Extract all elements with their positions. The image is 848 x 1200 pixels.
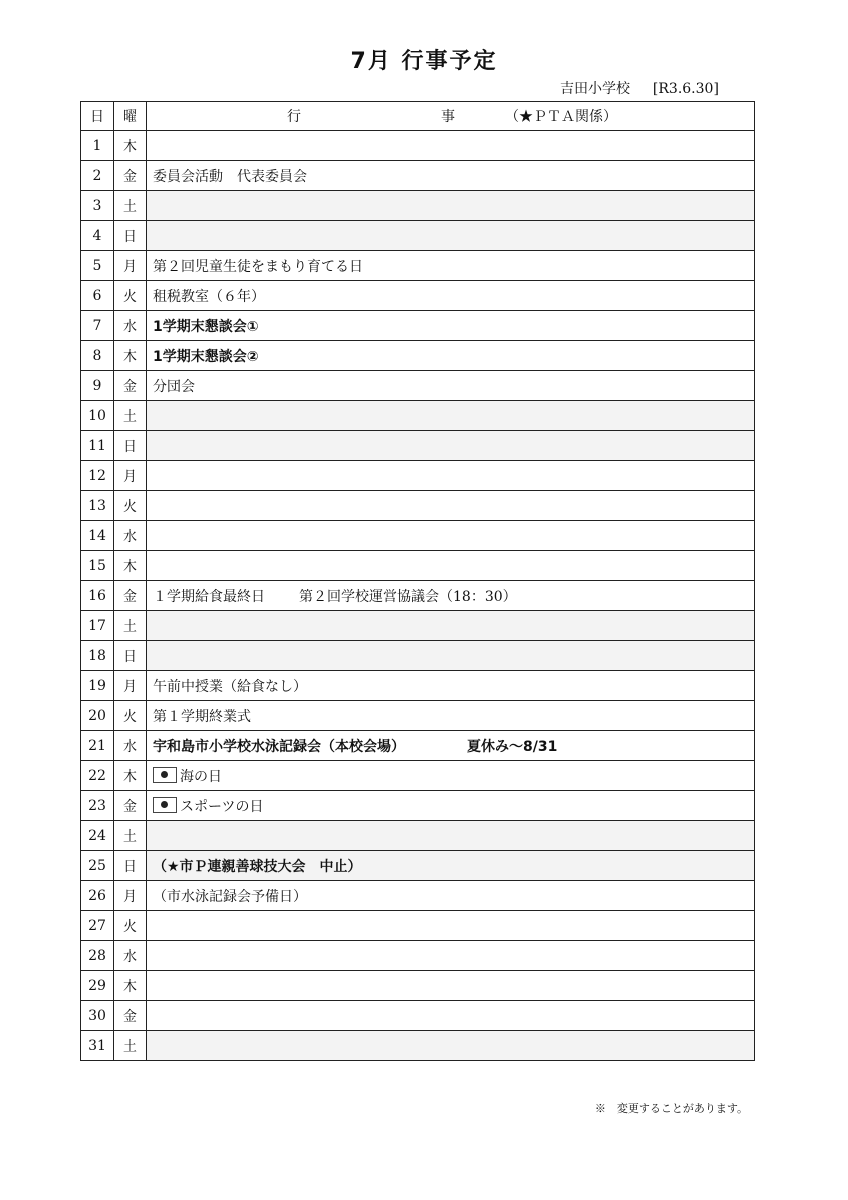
- row-weekday: 月: [114, 881, 147, 911]
- row-event: [147, 701, 755, 731]
- row-event: [147, 371, 755, 401]
- row-day: 19: [81, 671, 114, 701]
- row-weekday: 金: [114, 581, 147, 611]
- header-day: 日: [81, 102, 114, 131]
- row-day: 1: [81, 131, 114, 161]
- table-row: [81, 131, 755, 161]
- header-event-note: （★ＰＴＡ関係）: [505, 109, 617, 125]
- row-event: [147, 521, 755, 551]
- row-day: 16: [81, 581, 114, 611]
- row-day: 9: [81, 371, 114, 401]
- issue-date: [R3.6.30]: [652, 81, 719, 97]
- row-weekday: 土: [114, 191, 147, 221]
- row-event: [147, 431, 755, 461]
- row-event: [147, 821, 755, 851]
- row-weekday: 日: [114, 641, 147, 671]
- event-text: （市水泳記録会予備日）: [153, 888, 307, 905]
- header-event: [147, 102, 755, 131]
- row-event: [147, 1031, 755, 1061]
- page-title: 7月 行事予定: [350, 49, 498, 74]
- table-row: [81, 431, 755, 461]
- row-event: [147, 161, 755, 191]
- row-weekday: 木: [114, 341, 147, 371]
- row-weekday: 水: [114, 941, 147, 971]
- row-weekday: 木: [114, 761, 147, 791]
- table-row: [81, 491, 755, 521]
- event-text-secondary: 第２回学校運営協議会（18：30）: [299, 588, 517, 605]
- row-weekday: 水: [114, 521, 147, 551]
- event-text: 第１学期終業式: [153, 708, 251, 725]
- row-day: 29: [81, 971, 114, 1001]
- event-text: 第２回児童生徒をまもり育てる日: [153, 258, 363, 275]
- event-text: 分団会: [153, 378, 195, 395]
- row-event: [147, 671, 755, 701]
- table-row: [81, 581, 755, 611]
- table-row: [81, 371, 755, 401]
- table-row: [81, 281, 755, 311]
- table-row: [81, 671, 755, 701]
- row-weekday: 金: [114, 791, 147, 821]
- row-weekday: 木: [114, 551, 147, 581]
- row-day: 23: [81, 791, 114, 821]
- table-row: [81, 551, 755, 581]
- table-row: [81, 521, 755, 551]
- row-event: [147, 191, 755, 221]
- header-event-a: 行: [287, 109, 301, 125]
- event-text: （★市Ｐ連親善球技大会 中止）: [153, 858, 362, 875]
- row-day: 24: [81, 821, 114, 851]
- row-weekday: 土: [114, 1031, 147, 1061]
- row-event: [147, 281, 755, 311]
- row-event: [147, 1001, 755, 1031]
- row-day: 12: [81, 461, 114, 491]
- table-row: [81, 971, 755, 1001]
- row-weekday: 水: [114, 311, 147, 341]
- row-weekday: 火: [114, 911, 147, 941]
- row-event: [147, 761, 755, 791]
- table-row: [81, 641, 755, 671]
- event-text: 海の日: [180, 768, 222, 785]
- row-day: 13: [81, 491, 114, 521]
- row-weekday: 日: [114, 851, 147, 881]
- row-day: 10: [81, 401, 114, 431]
- table-row: [81, 881, 755, 911]
- school-name: 吉田小学校: [560, 81, 630, 97]
- row-day: 25: [81, 851, 114, 881]
- table-row: [81, 251, 755, 281]
- row-event: [147, 401, 755, 431]
- row-day: 18: [81, 641, 114, 671]
- row-weekday: 月: [114, 461, 147, 491]
- table-row: [81, 1001, 755, 1031]
- row-day: 6: [81, 281, 114, 311]
- row-day: 11: [81, 431, 114, 461]
- row-day: 5: [81, 251, 114, 281]
- row-day: 14: [81, 521, 114, 551]
- row-day: 28: [81, 941, 114, 971]
- footnote: ※ 変更することがあります。: [594, 1102, 748, 1115]
- row-weekday: 土: [114, 401, 147, 431]
- row-day: 3: [81, 191, 114, 221]
- event-text: 宇和島市小学校水泳記録会（本校会場）: [153, 738, 405, 755]
- event-text-secondary: 夏休み～8/31: [467, 738, 558, 755]
- row-event: [147, 251, 755, 281]
- row-event: [147, 581, 755, 611]
- row-event: [147, 791, 755, 821]
- row-day: 17: [81, 611, 114, 641]
- row-day: 21: [81, 731, 114, 761]
- event-text: 租税教室（６年）: [153, 288, 265, 305]
- row-weekday: 金: [114, 371, 147, 401]
- table-row: [81, 1031, 755, 1061]
- table-row: [81, 851, 755, 881]
- row-weekday: 金: [114, 1001, 147, 1031]
- row-event: [147, 221, 755, 251]
- row-event: [147, 641, 755, 671]
- row-event: [147, 461, 755, 491]
- table-header: [81, 102, 755, 131]
- row-day: 7: [81, 311, 114, 341]
- row-event: [147, 341, 755, 371]
- row-day: 2: [81, 161, 114, 191]
- row-weekday: 月: [114, 671, 147, 701]
- row-day: 30: [81, 1001, 114, 1031]
- row-weekday: 木: [114, 971, 147, 1001]
- event-text: スポーツの日: [180, 798, 264, 815]
- table-row: [81, 791, 755, 821]
- row-day: 20: [81, 701, 114, 731]
- row-weekday: 水: [114, 731, 147, 761]
- table-row: [81, 701, 755, 731]
- row-day: 27: [81, 911, 114, 941]
- row-event: [147, 941, 755, 971]
- table-row: [81, 221, 755, 251]
- row-weekday: 火: [114, 491, 147, 521]
- row-weekday: 火: [114, 701, 147, 731]
- row-event: [147, 491, 755, 521]
- schedule-table: [80, 101, 755, 1061]
- event-text: １学期給食最終日: [153, 588, 265, 605]
- row-event: [147, 851, 755, 881]
- table-row: [81, 161, 755, 191]
- row-event: [147, 611, 755, 641]
- event-text: 1学期末懇談会①: [153, 318, 259, 335]
- national-flag-icon: [153, 767, 177, 783]
- row-weekday: 日: [114, 221, 147, 251]
- header-event-b: 事: [441, 109, 455, 125]
- row-weekday: 火: [114, 281, 147, 311]
- row-event: [147, 911, 755, 941]
- row-weekday: 土: [114, 821, 147, 851]
- row-weekday: 金: [114, 161, 147, 191]
- row-weekday: 木: [114, 131, 147, 161]
- row-event: [147, 551, 755, 581]
- row-weekday: 月: [114, 251, 147, 281]
- table-row: [81, 941, 755, 971]
- table-row: [81, 461, 755, 491]
- event-text: 午前中授業（給食なし）: [153, 678, 307, 695]
- issuer-line: [560, 78, 756, 98]
- row-event: [147, 881, 755, 911]
- event-text: 1学期末懇談会②: [153, 348, 259, 365]
- table-row: [81, 191, 755, 221]
- row-day: 31: [81, 1031, 114, 1061]
- table-row: [81, 611, 755, 641]
- header-weekday: 曜: [114, 102, 147, 131]
- row-weekday: 日: [114, 431, 147, 461]
- table-row: [81, 761, 755, 791]
- table-row: [81, 731, 755, 761]
- table-row: [81, 341, 755, 371]
- national-flag-icon: [153, 797, 177, 813]
- row-weekday: 土: [114, 611, 147, 641]
- row-event: [147, 731, 755, 761]
- table-row: [81, 311, 755, 341]
- row-day: 26: [81, 881, 114, 911]
- row-day: 8: [81, 341, 114, 371]
- table-row: [81, 911, 755, 941]
- table-row: [81, 401, 755, 431]
- row-day: 4: [81, 221, 114, 251]
- row-day: 22: [81, 761, 114, 791]
- row-day: 15: [81, 551, 114, 581]
- event-text: 委員会活動 代表委員会: [153, 168, 307, 185]
- row-event: [147, 311, 755, 341]
- table-row: [81, 821, 755, 851]
- row-event: [147, 131, 755, 161]
- row-event: [147, 971, 755, 1001]
